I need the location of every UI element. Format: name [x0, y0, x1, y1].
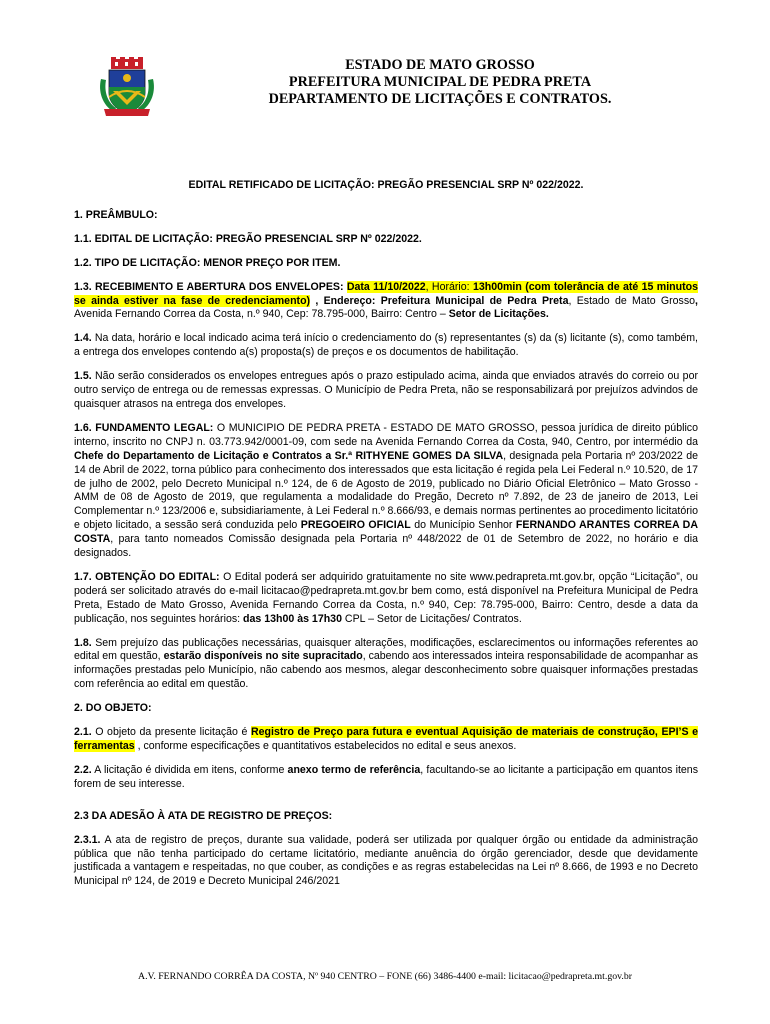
s1-7-hours: das 13h00 às 17h30 — [243, 612, 342, 625]
s1-3-place: Prefeitura Municipal de Pedra Preta — [380, 294, 569, 307]
s1-8-text-a: Sem prejuízo das publicações necessárias, quaisquer alterações, modificações, esclarecimentos ou informações referentes ao edital em questão, — [74, 636, 698, 663]
s2-3-1-label: 2.3.1. — [74, 833, 101, 846]
s2-2-annex: anexo termo de referência — [287, 763, 421, 776]
s1-3-address: Avenida Fernando Correa da Costa, n.º 940, Cep: 78.795-000, Bairro: Centro – — [74, 308, 449, 321]
s1-3-sep: , — [695, 294, 698, 307]
s2-2-text-b: , facultando-se ao licitante a participação em quantos itens forem de seu interesse. — [74, 763, 698, 790]
s1-7-label: 1.7. OBTENÇÃO DO EDITAL: — [74, 570, 220, 583]
s1-6-label: 1.6. FUNDAMENTO LEGAL: — [74, 421, 214, 434]
section-2-2 — [74, 764, 698, 792]
section-1-8 — [74, 637, 698, 693]
section-1-4 — [74, 332, 698, 360]
s1-7-text-a: O Edital poderá ser adquirido gratuitamente no site www.pedrapreta.mt.gov.br, opção “Licitação”, ou poderá ser solicitado através do e-mail licitacao@pedrapreta.mt.gov.br bem como, está disponível na Prefeitura Municipal de Pedra Preta, Estado de Mato Grosso, Avenida Fernando Correa da Costa, n.º 940, Cep: 78.795-000, Bairro: Centro, desde a data da publicação, nos seguintes horários: — [74, 570, 698, 625]
s2-1-text-b: , conforme especificações e quantitativos estabelecidos no edital e seus anexos. — [134, 740, 517, 752]
section-2-heading: 2. DO OBJETO: — [74, 702, 152, 715]
document-body — [74, 179, 698, 899]
section-2-3-1 — [74, 834, 698, 890]
s1-3-sector: Setor de Licitações. — [448, 308, 549, 321]
section-1-6 — [74, 422, 698, 561]
letterhead — [0, 57, 770, 117]
s2-1-object-highlight: Registro de Preço para futura e eventual Aquisição de materiais de construção, EPI’S e ferramentas — [74, 726, 698, 752]
s1-3-tolerance-highlight: (com tolerância de até 15 minutos se ainda estiver na fase de credenciamento) — [74, 280, 698, 307]
s1-4-text: Na data, horário e local indicado acima terá início o credenciamento do (s) representantes (s) da (s) licitante (s), como também, a entrega dos envelopes contendo a(s) proposta(s) de preços e os documentos de habilitação. — [74, 332, 698, 359]
section-1-3 — [74, 281, 698, 323]
s1-8-available: estarão disponíveis no site supracitado — [163, 650, 363, 663]
s1-6-text-b: , designada pela Portaria nº 203/2022 de 14 de Abril de 2022, torna público para conhecimento dos interessados que esta licitação é regida pela Lei Federal n.º 10.520, de 17 de julho de 2002, pelo Decreto Municipal n.º 124, de 6 de Agosto de 2019, publicado no Diário Oficial Eletrônico – Mato Grosso - AMM de 08 de Agosto de 2019, que regulamenta a modalidade do Pregão, Decreto nº 7.892, de 23 de janeiro de 2013, Lei Complementar n.º 123/2006 e, subsidiariamente, à Lei Federal n.º 8.666/93, e demais normas pertinentes ao procedimento licitatório e objeto licitado, a sessão será conduzida pelo — [74, 449, 698, 532]
s1-3-comma: , Endereço: — [310, 294, 381, 307]
s1-6-name: FERNANDO ARANTES CORREA DA COSTA — [74, 519, 698, 546]
section-2-3-heading: 2.3 DA ADESÃO À ATA DE REGISTRO DE PREÇOS: — [74, 809, 333, 822]
s2-1-label: 2.1. — [74, 726, 92, 739]
s1-5-label: 1.5. — [74, 370, 92, 383]
s1-6-text-a: O MUNICIPIO DE PEDRA PRETA - ESTADO DE MATO GROSSO, pessoa jurídica de direito público interno, inscrito no CNPJ n. 03.773.942/0001-09, com sede na Avenida Fernando Correa da Costa, 940, Centro, por intermédio da — [74, 421, 698, 448]
s2-2-text-a: A licitação é dividida em itens, conforme — [91, 763, 288, 776]
s1-8-text-b: , cabendo aos interessados inteira responsabilidade de acompanhar as informações prestadas pelo Município, não cabendo aos mesmos, alegar desconhecimento sobre quaisquer informações prestadas com referência ao edital em questão. — [74, 650, 698, 691]
s1-3-label: 1.3. RECEBIMENTO E ABERTURA DOS ENVELOPES: — [74, 280, 347, 293]
s2-1-text-a: O objeto da presente licitação é — [91, 726, 251, 739]
s1-3-time-label: , Horário: — [425, 280, 473, 293]
s1-8-label: 1.8. — [74, 636, 92, 649]
header-state: ESTADO DE MATO GROSSO — [345, 57, 535, 73]
s1-6-chief: Chefe do Departamento de Licitação e Contratos a Sr.ª RITHYENE GOMES DA SILVA — [74, 449, 504, 462]
footer-address: A.V. FERNANDO CORRÊA DA COSTA, Nº 940 CENTRO – FONE (66) 3486-4400 e-mail: licitacao@pedrapreta.mt.gov.br — [138, 971, 632, 982]
s1-5-text: Não serão considerados os envelopes entregues após o prazo estipulado acima, ainda que enviados através do correio ou por outro serviço de entrega ou de remessas expressas. O Município de Pedra Preta, não se responsabilizará por prejuízos advindos de quaisquer atrasos na entrega dos envelopes. — [74, 370, 698, 410]
s2-2-label: 2.2. — [74, 763, 92, 776]
section-2-1 — [74, 726, 698, 754]
s1-6-text-d: , para tanto nomeados Comissão designada pela Portaria nº 448/2022 de 01 de Setembro de 2022, no horário e dia designados. — [74, 533, 698, 560]
header-prefecture: PREFEITURA MUNICIPAL DE PEDRA PRETA — [288, 74, 592, 90]
municipal-crest-logo — [98, 57, 156, 117]
section-1-2: 1.2. TIPO DE LICITAÇÃO: MENOR PREÇO POR ITEM. — [74, 256, 341, 269]
s1-6-pregoeiro: PREGOEIRO OFICIAL — [300, 519, 411, 532]
s1-7-text-b: CPL – Setor de Licitações/ Contratos. — [341, 612, 522, 625]
s1-3-state: , Estado de Mato Grosso — [568, 294, 696, 307]
section-1-heading: 1. PREÂMBULO: — [74, 208, 158, 221]
document-title: EDITAL RETIFICADO DE LICITAÇÃO: PREGÃO PRESENCIAL SRP Nº 022/2022. — [188, 179, 584, 191]
s1-3-time-highlight: 13h00min — [472, 280, 522, 293]
header-department: DEPARTAMENTO DE LICITAÇÕES E CONTRATOS. — [268, 91, 612, 107]
section-1-7 — [74, 571, 698, 627]
letterhead-text — [170, 57, 710, 108]
section-1-1: 1.1. EDITAL DE LICITAÇÃO: PREGÃO PRESENCIAL SRP Nº 022/2022. — [74, 232, 422, 245]
s1-4-label: 1.4. — [74, 332, 92, 345]
s2-3-1-text: A ata de registro de preços, durante sua validade, poderá ser utilizada por qualquer órgão ou entidade da administração pública que não tenha participado do certame licitatório, mediante anuência do órgão gerenciador, desde que devidamente justificada a vantagem e respeitadas, no que couber, as condições e as regras estabelecidas na Lei nº 8.666, de 1993 e no Decreto Municipal nº 124, de 2019 e Decreto Municipal 246/2021 — [74, 833, 698, 888]
s1-3-date-highlight: Data 11/10/2022 — [346, 280, 426, 293]
section-1-5 — [74, 370, 698, 412]
s1-6-text-c: do Município Senhor — [410, 519, 516, 532]
